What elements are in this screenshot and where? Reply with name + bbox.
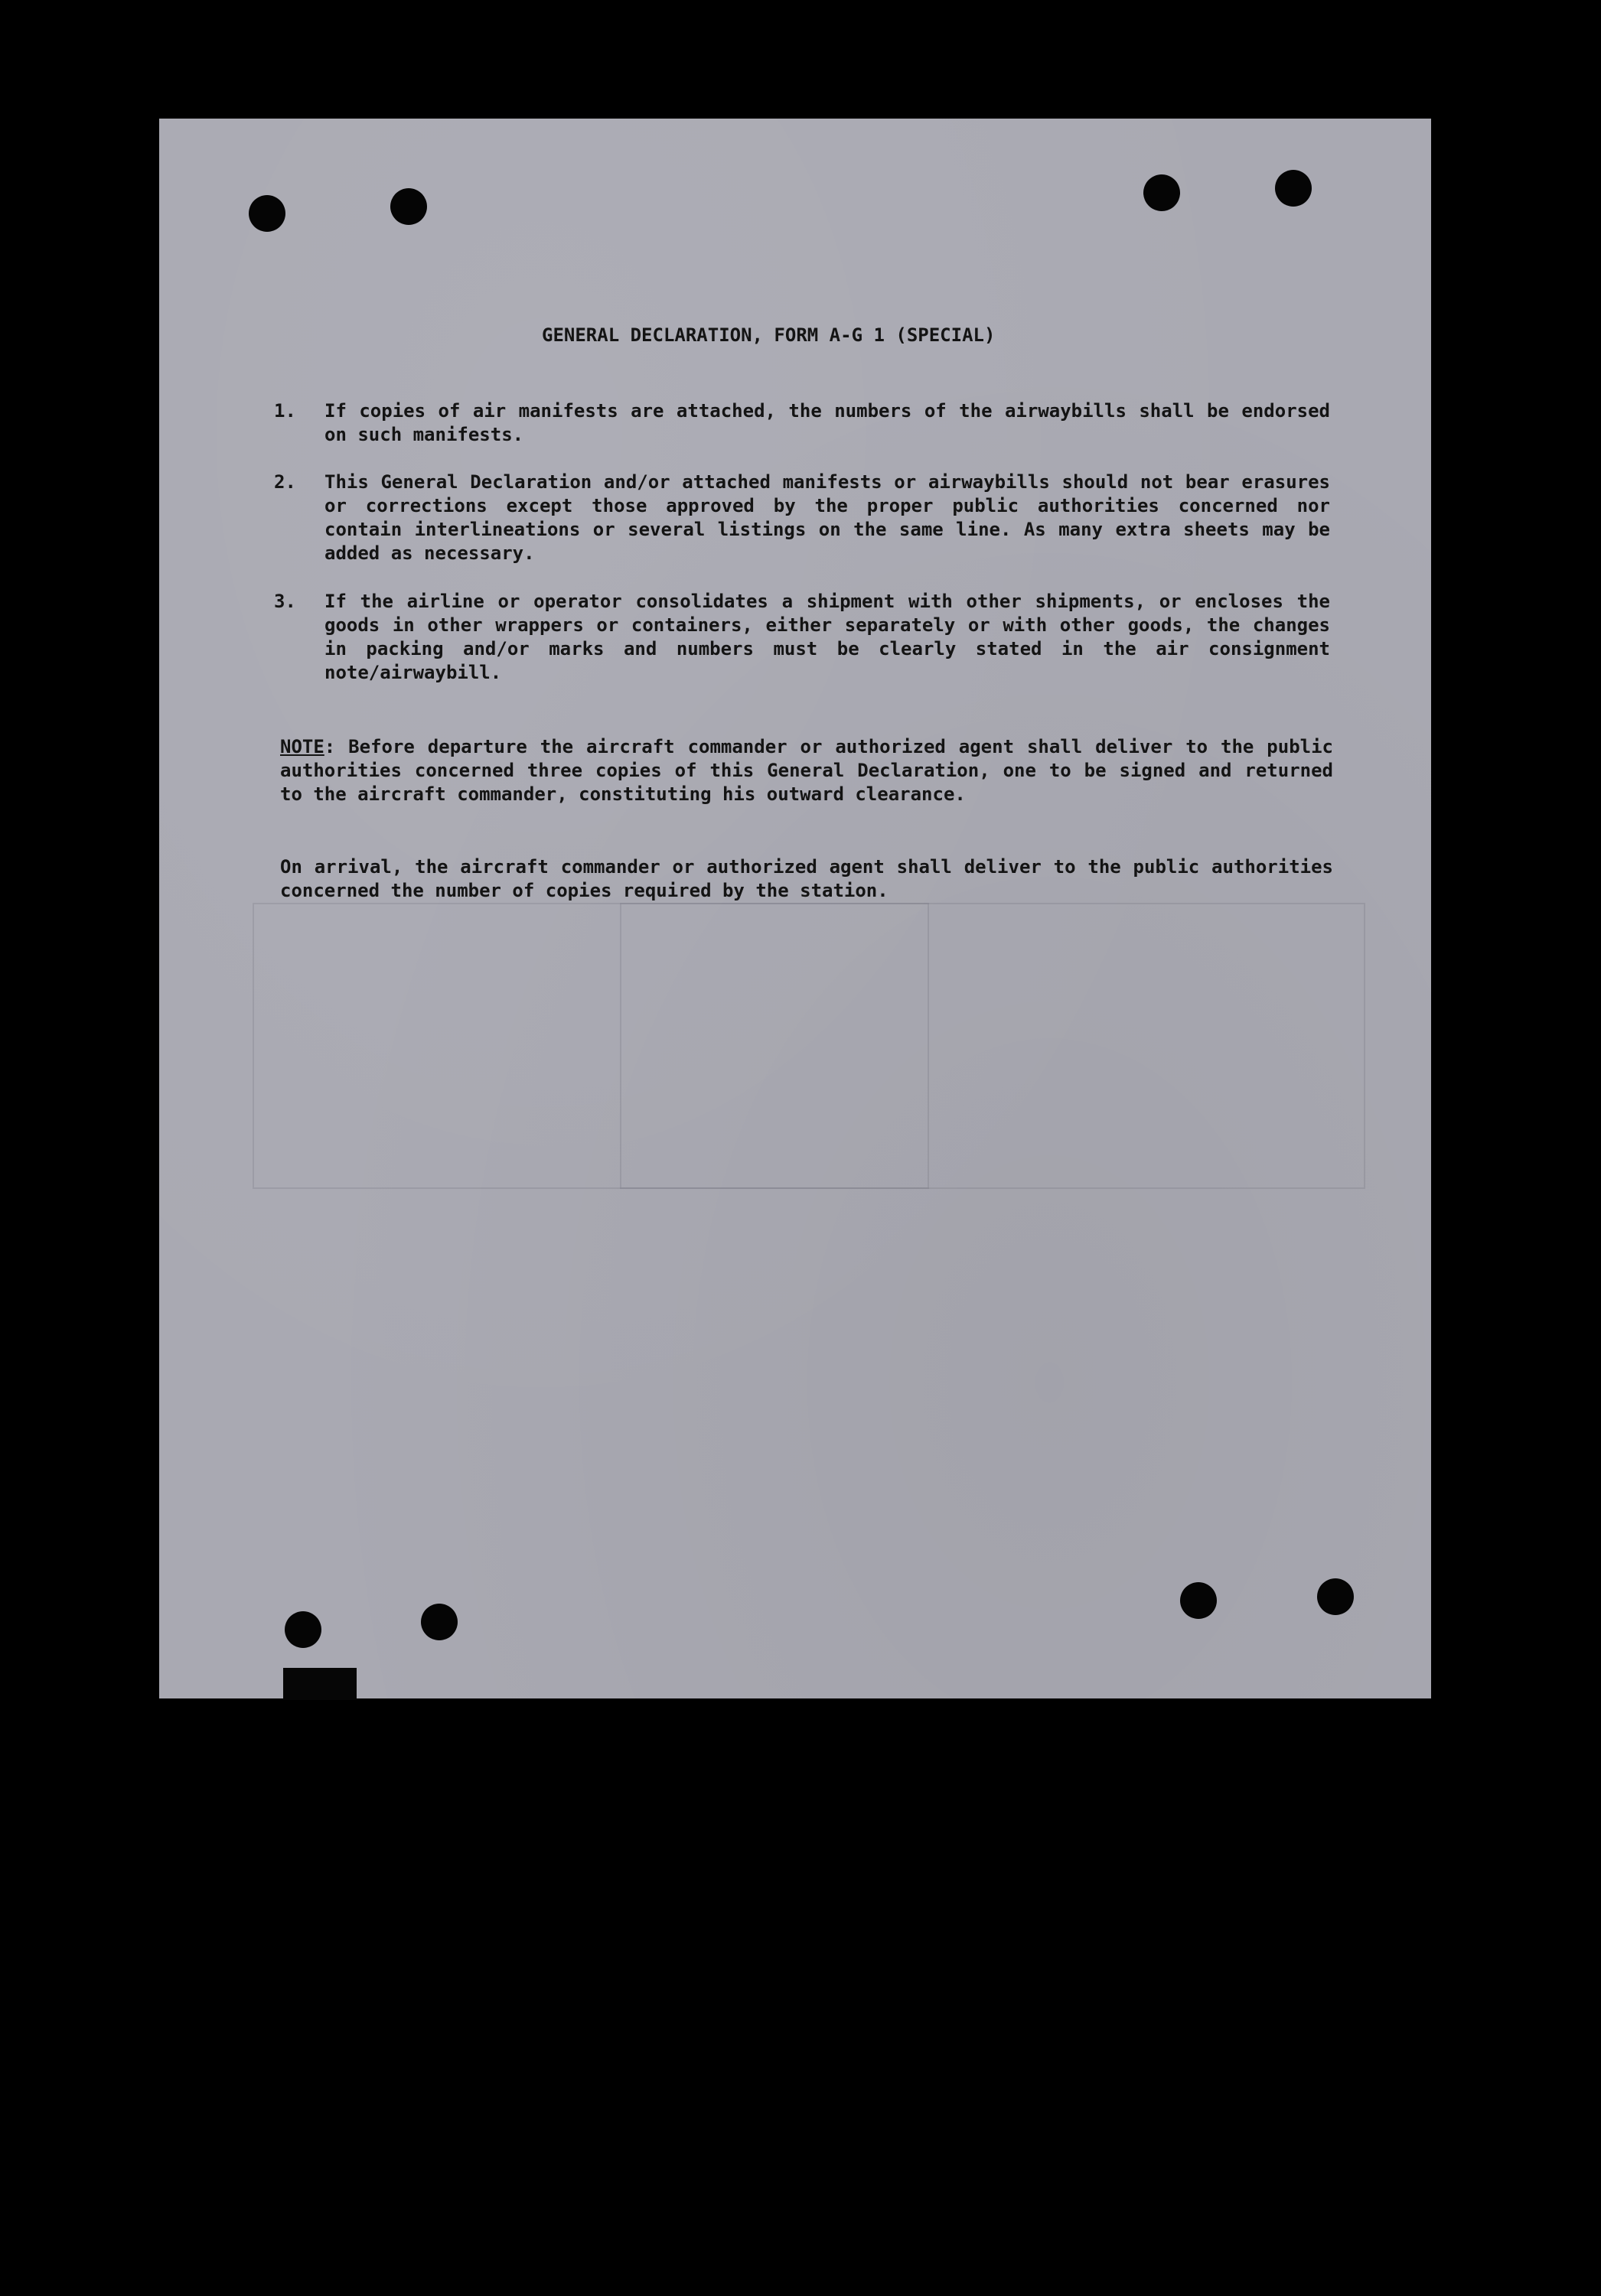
arrival-paragraph: On arrival, the aircraft commander or authorized agent shall deliver to the public authorities concerned the number of copies required by the station. — [280, 856, 1333, 901]
binding-tab — [283, 1668, 357, 1700]
list-item — [274, 399, 1330, 447]
punch-hole — [1143, 174, 1180, 211]
punch-hole — [1275, 170, 1312, 207]
note-text: : Before departure the aircraft commander or authorized agent shall deliver to the public authorities concerned three copies of this General Declaration, one to be signed and returned to the aircraft commander, constituting his outward clearance. — [280, 736, 1333, 805]
punch-hole — [421, 1604, 458, 1640]
punch-hole — [390, 188, 427, 225]
note-label: NOTE — [280, 736, 324, 757]
item-number: 1. — [274, 400, 296, 422]
document-title: GENERAL DECLARATION, FORM A-G 1 (SPECIAL) — [542, 324, 996, 346]
punch-hole — [1180, 1582, 1217, 1619]
list-item — [274, 471, 1330, 565]
bleed-through-column — [620, 903, 929, 1189]
item-text: This General Declaration and/or attached manifests or airwaybills should not bear erasures or corrections except those approved by the proper public authorities concerned nor contain interlineations or several listings on the same line. As many extra sheets may be added as necessary. — [324, 471, 1330, 564]
note-paragraph — [280, 735, 1333, 806]
item-number: 3. — [274, 591, 296, 612]
item-text: If copies of air manifests are attached, the numbers of the airwaybills shall be endorsed on such manifests. — [324, 400, 1330, 445]
item-text: If the airline or operator consolidates a shipment with other shipments, or encloses the goods in other wrappers or containers, either separately or with other goods, the changes in packing and/or marks and numbers must be clearly stated in the air consignment note/airwaybill. — [324, 591, 1330, 683]
punch-hole — [249, 195, 285, 232]
punch-hole — [285, 1611, 321, 1648]
item-number: 2. — [274, 471, 296, 493]
punch-hole — [1317, 1578, 1354, 1615]
list-item — [274, 590, 1330, 685]
